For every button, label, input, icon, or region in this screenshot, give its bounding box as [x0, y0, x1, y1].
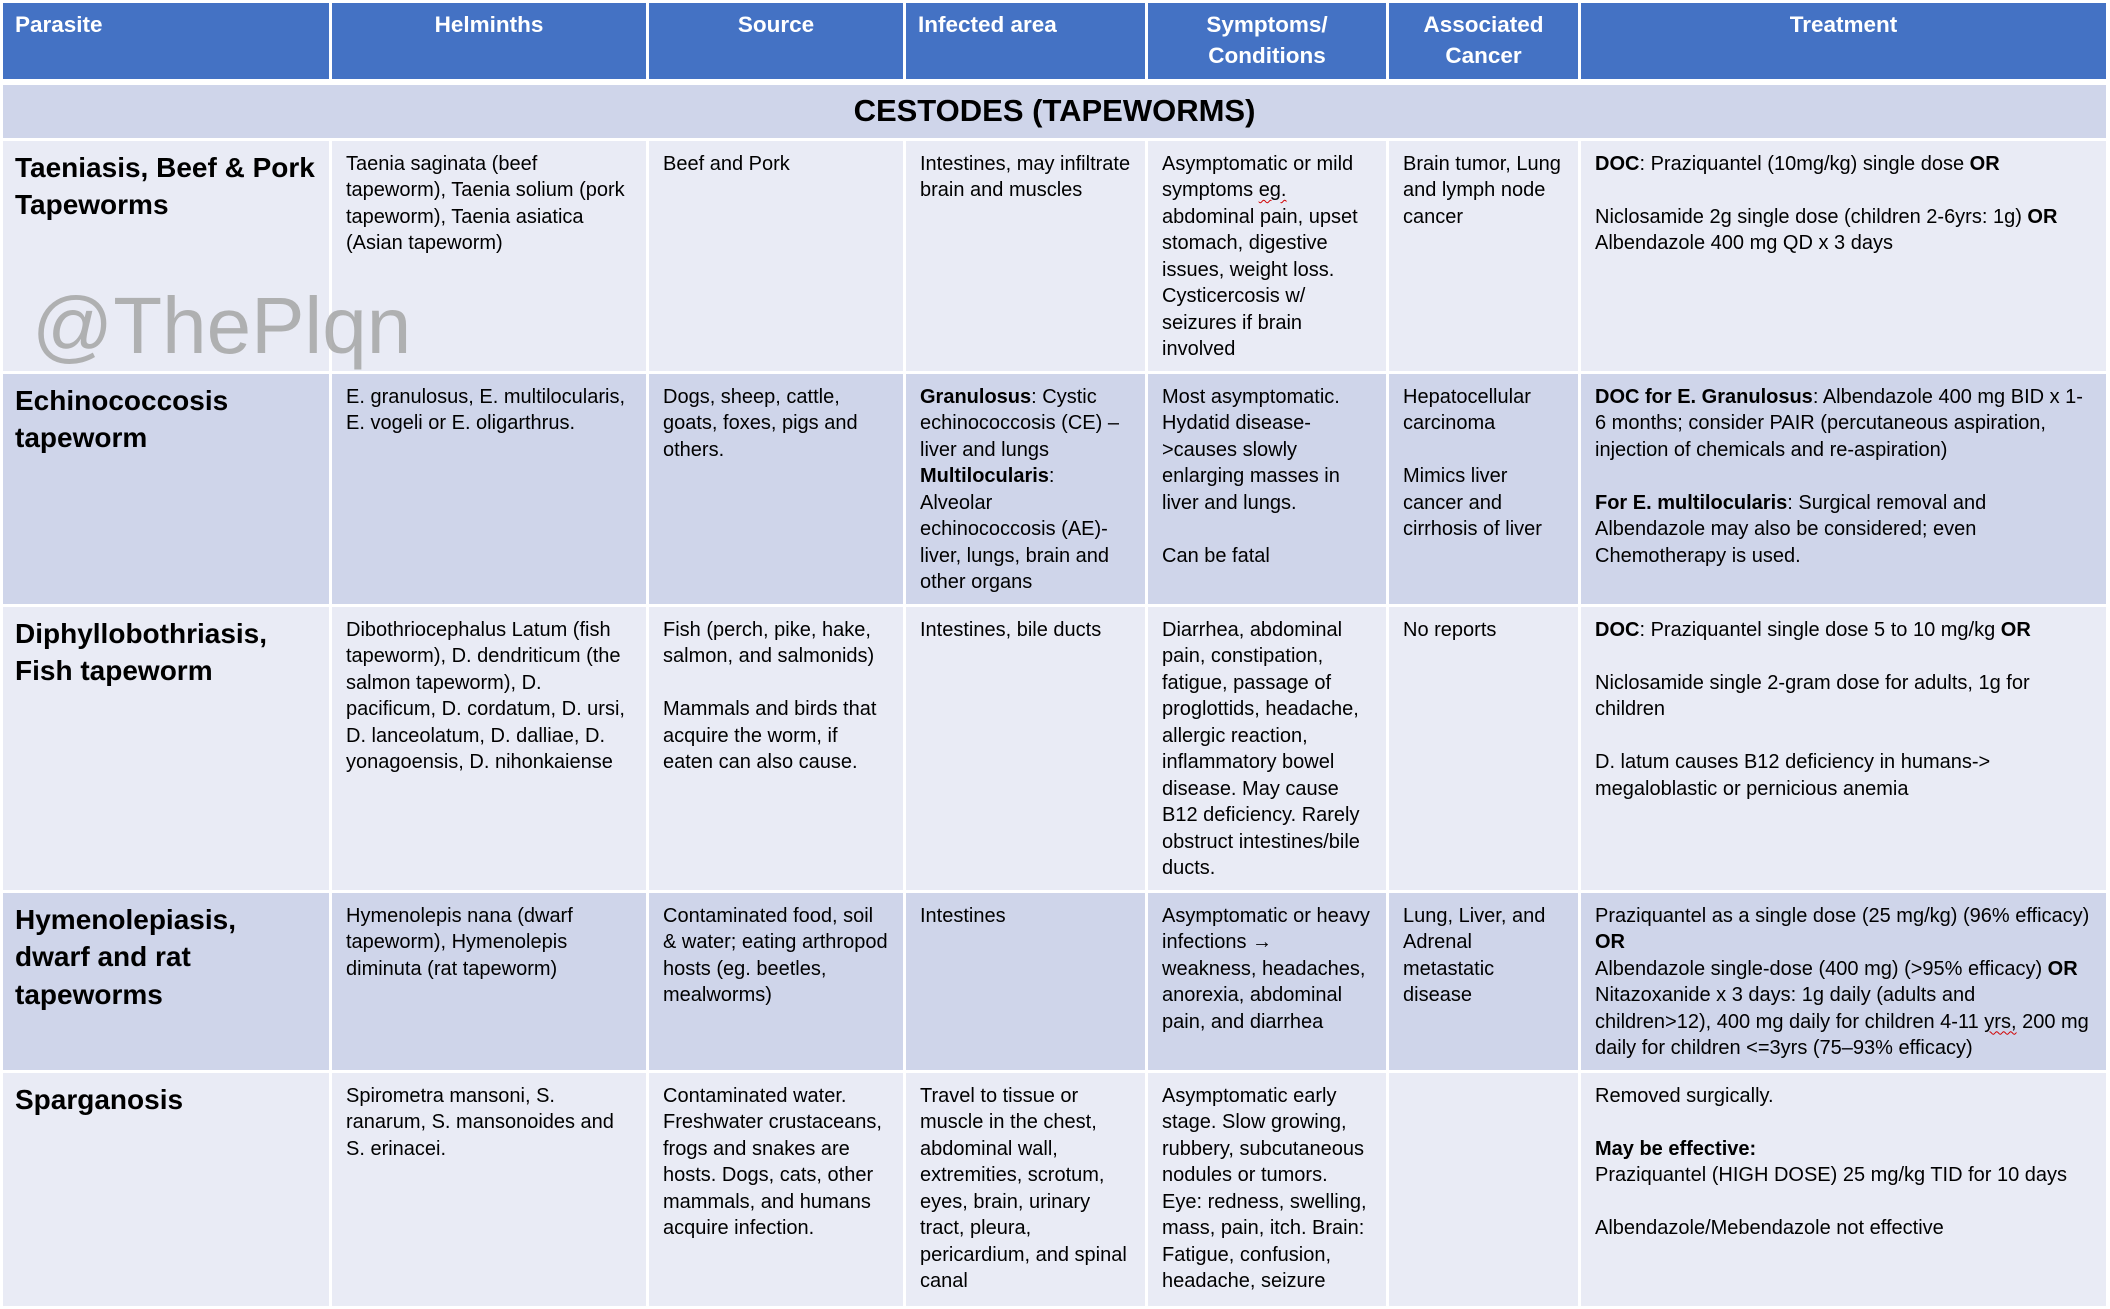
- header-parasite: Parasite: [2, 2, 331, 82]
- cell-symptoms: Asymptomatic or mild symptoms eg. abdominal pain, upset stomach, digestive issues, weight loss. Cysticercosis w/ seizures if brain involved: [1147, 139, 1388, 372]
- cell-parasite: Sparganosis: [2, 1071, 331, 1307]
- cell-infected-area: Intestines, bile ducts: [905, 605, 1147, 891]
- cell-source: Dogs, sheep, cattle, goats, foxes, pigs and others.: [648, 372, 905, 605]
- table-row: [2, 891, 2108, 1071]
- header-infected-area: Infected area: [905, 2, 1147, 82]
- cell-symptoms: Asymptomatic or heavy infections → weakness, headaches, anorexia, abdominal pain, and diarrhea: [1147, 891, 1388, 1071]
- cell-associated-cancer: Lung, Liver, and Adrenal metastatic disease: [1388, 891, 1580, 1071]
- cell-parasite: Taeniasis, Beef & Pork Tapeworms: [2, 139, 331, 372]
- cell-symptoms: Most asymptomatic. Hydatid disease->causes slowly enlarging masses in liver and lungs. Can be fatal: [1147, 372, 1388, 605]
- cell-source: Contaminated food, soil & water; eating arthropod hosts (eg. beetles, mealworms): [648, 891, 905, 1071]
- cell-symptoms: Asymptomatic early stage. Slow growing, rubbery, subcutaneous nodules or tumors. Eye: redness, swelling, mass, pain, itch. Brain: Fatigue, confusion, headache, seizure: [1147, 1071, 1388, 1307]
- cell-parasite: Diphyllobothriasis, Fish tapeworm: [2, 605, 331, 891]
- cell-helminths: Spirometra mansoni, S. ranarum, S. mansonoides and S. erinacei.: [331, 1071, 648, 1307]
- cell-treatment: DOC: Praziquantel single dose 5 to 10 mg/kg OR Niclosamide single 2-gram dose for adults, 1g for children D. latum causes B12 deficiency in humans-> megaloblastic or pernicious anemia: [1580, 605, 2108, 891]
- header-helminths: Helminths: [331, 2, 648, 82]
- cell-helminths: Dibothriocephalus Latum (fish tapeworm), D. dendriticum (the salmon tapeworm), D. pacificum, D. cordatum, D. ursi, D. lanceolatum, D. dalliae, D. yonagoensis, D. nihonkaiense: [331, 605, 648, 891]
- cell-source: Contaminated water. Freshwater crustaceans, frogs and snakes are hosts. Dogs, cats, other mammals, and humans acquire infection.: [648, 1071, 905, 1307]
- section-title: CESTODES (TAPEWORMS): [2, 82, 2108, 140]
- section-row: [2, 82, 2108, 140]
- cell-associated-cancer: Brain tumor, Lung and lymph node cancer: [1388, 139, 1580, 372]
- table-row: [2, 139, 2108, 372]
- cell-helminths: Taenia saginata (beef tapeworm), Taenia solium (pork tapeworm), Taenia asiatica (Asian tapeworm): [331, 139, 648, 372]
- cell-source: Beef and Pork: [648, 139, 905, 372]
- cell-treatment: DOC: Praziquantel (10mg/kg) single dose OR Niclosamide 2g single dose (children 2-6yrs: 1g) OR Albendazole 400 mg QD x 3 days: [1580, 139, 2108, 372]
- cell-infected-area: Intestines: [905, 891, 1147, 1071]
- cell-symptoms: Diarrhea, abdominal pain, constipation, fatigue, passage of proglottids, headache, allergic reaction, inflammatory bowel disease. May cause B12 deficiency. Rarely obstruct intestines/bile ducts.: [1147, 605, 1388, 891]
- cell-treatment: Praziquantel as a single dose (25 mg/kg) (96% efficacy) OR Albendazole single-dose (400 mg) (>95% efficacy) OR Nitazoxanide x 3 days: 1g daily (adults and children>12), 400 mg daily for children 4-11 yrs, 200 mg daily for children <=3yrs (75–93% efficacy): [1580, 891, 2108, 1071]
- table-row: [2, 372, 2108, 605]
- header-row: [2, 2, 2108, 82]
- header-source: Source: [648, 2, 905, 82]
- cell-parasite: Echinococcosis tapeworm: [2, 372, 331, 605]
- table-row: [2, 605, 2108, 891]
- watermark-text: @ThePlqn: [32, 281, 412, 370]
- cell-treatment: DOC for E. Granulosus: Albendazole 400 mg BID x 1-6 months; consider PAIR (percutaneous aspiration, injection of chemicals and re-aspiration) For E. multilocularis: Surgical removal and Albendazole may also be considered; even Chemotherapy is used.: [1580, 372, 2108, 605]
- cell-infected-area: Granulosus: Cystic echinococcosis (CE) – liver and lungs Multilocularis: Alveolar echinococcosis (AE)- liver, lungs, brain and other organs: [905, 372, 1147, 605]
- cell-helminths: Hymenolepis nana (dwarf tapeworm), Hymenolepis diminuta (rat tapeworm): [331, 891, 648, 1071]
- cell-source: Fish (perch, pike, hake, salmon, and salmonids) Mammals and birds that acquire the worm, if eaten can also cause.: [648, 605, 905, 891]
- header-treatment: Treatment: [1580, 2, 2108, 82]
- cell-parasite: Hymenolepiasis, dwarf and rat tapeworms: [2, 891, 331, 1071]
- cell-infected-area: Travel to tissue or muscle in the chest, abdominal wall, extremities, scrotum, eyes, brain, urinary tract, pleura, pericardium, and spinal canal: [905, 1071, 1147, 1307]
- header-symptoms: Symptoms/ Conditions: [1147, 2, 1388, 82]
- header-associated-cancer: Associated Cancer: [1388, 2, 1580, 82]
- cell-infected-area: Intestines, may infiltrate brain and muscles: [905, 139, 1147, 372]
- cell-helminths: E. granulosus, E. multilocularis, E. vogeli or E. oligarthrus.: [331, 372, 648, 605]
- cell-treatment: Removed surgically. May be effective: Praziquantel (HIGH DOSE) 25 mg/kg TID for 10 days Albendazole/Mebendazole not effective: [1580, 1071, 2108, 1307]
- cell-associated-cancer: Hepatocellular carcinoma Mimics liver cancer and cirrhosis of liver: [1388, 372, 1580, 605]
- cell-associated-cancer: No reports: [1388, 605, 1580, 891]
